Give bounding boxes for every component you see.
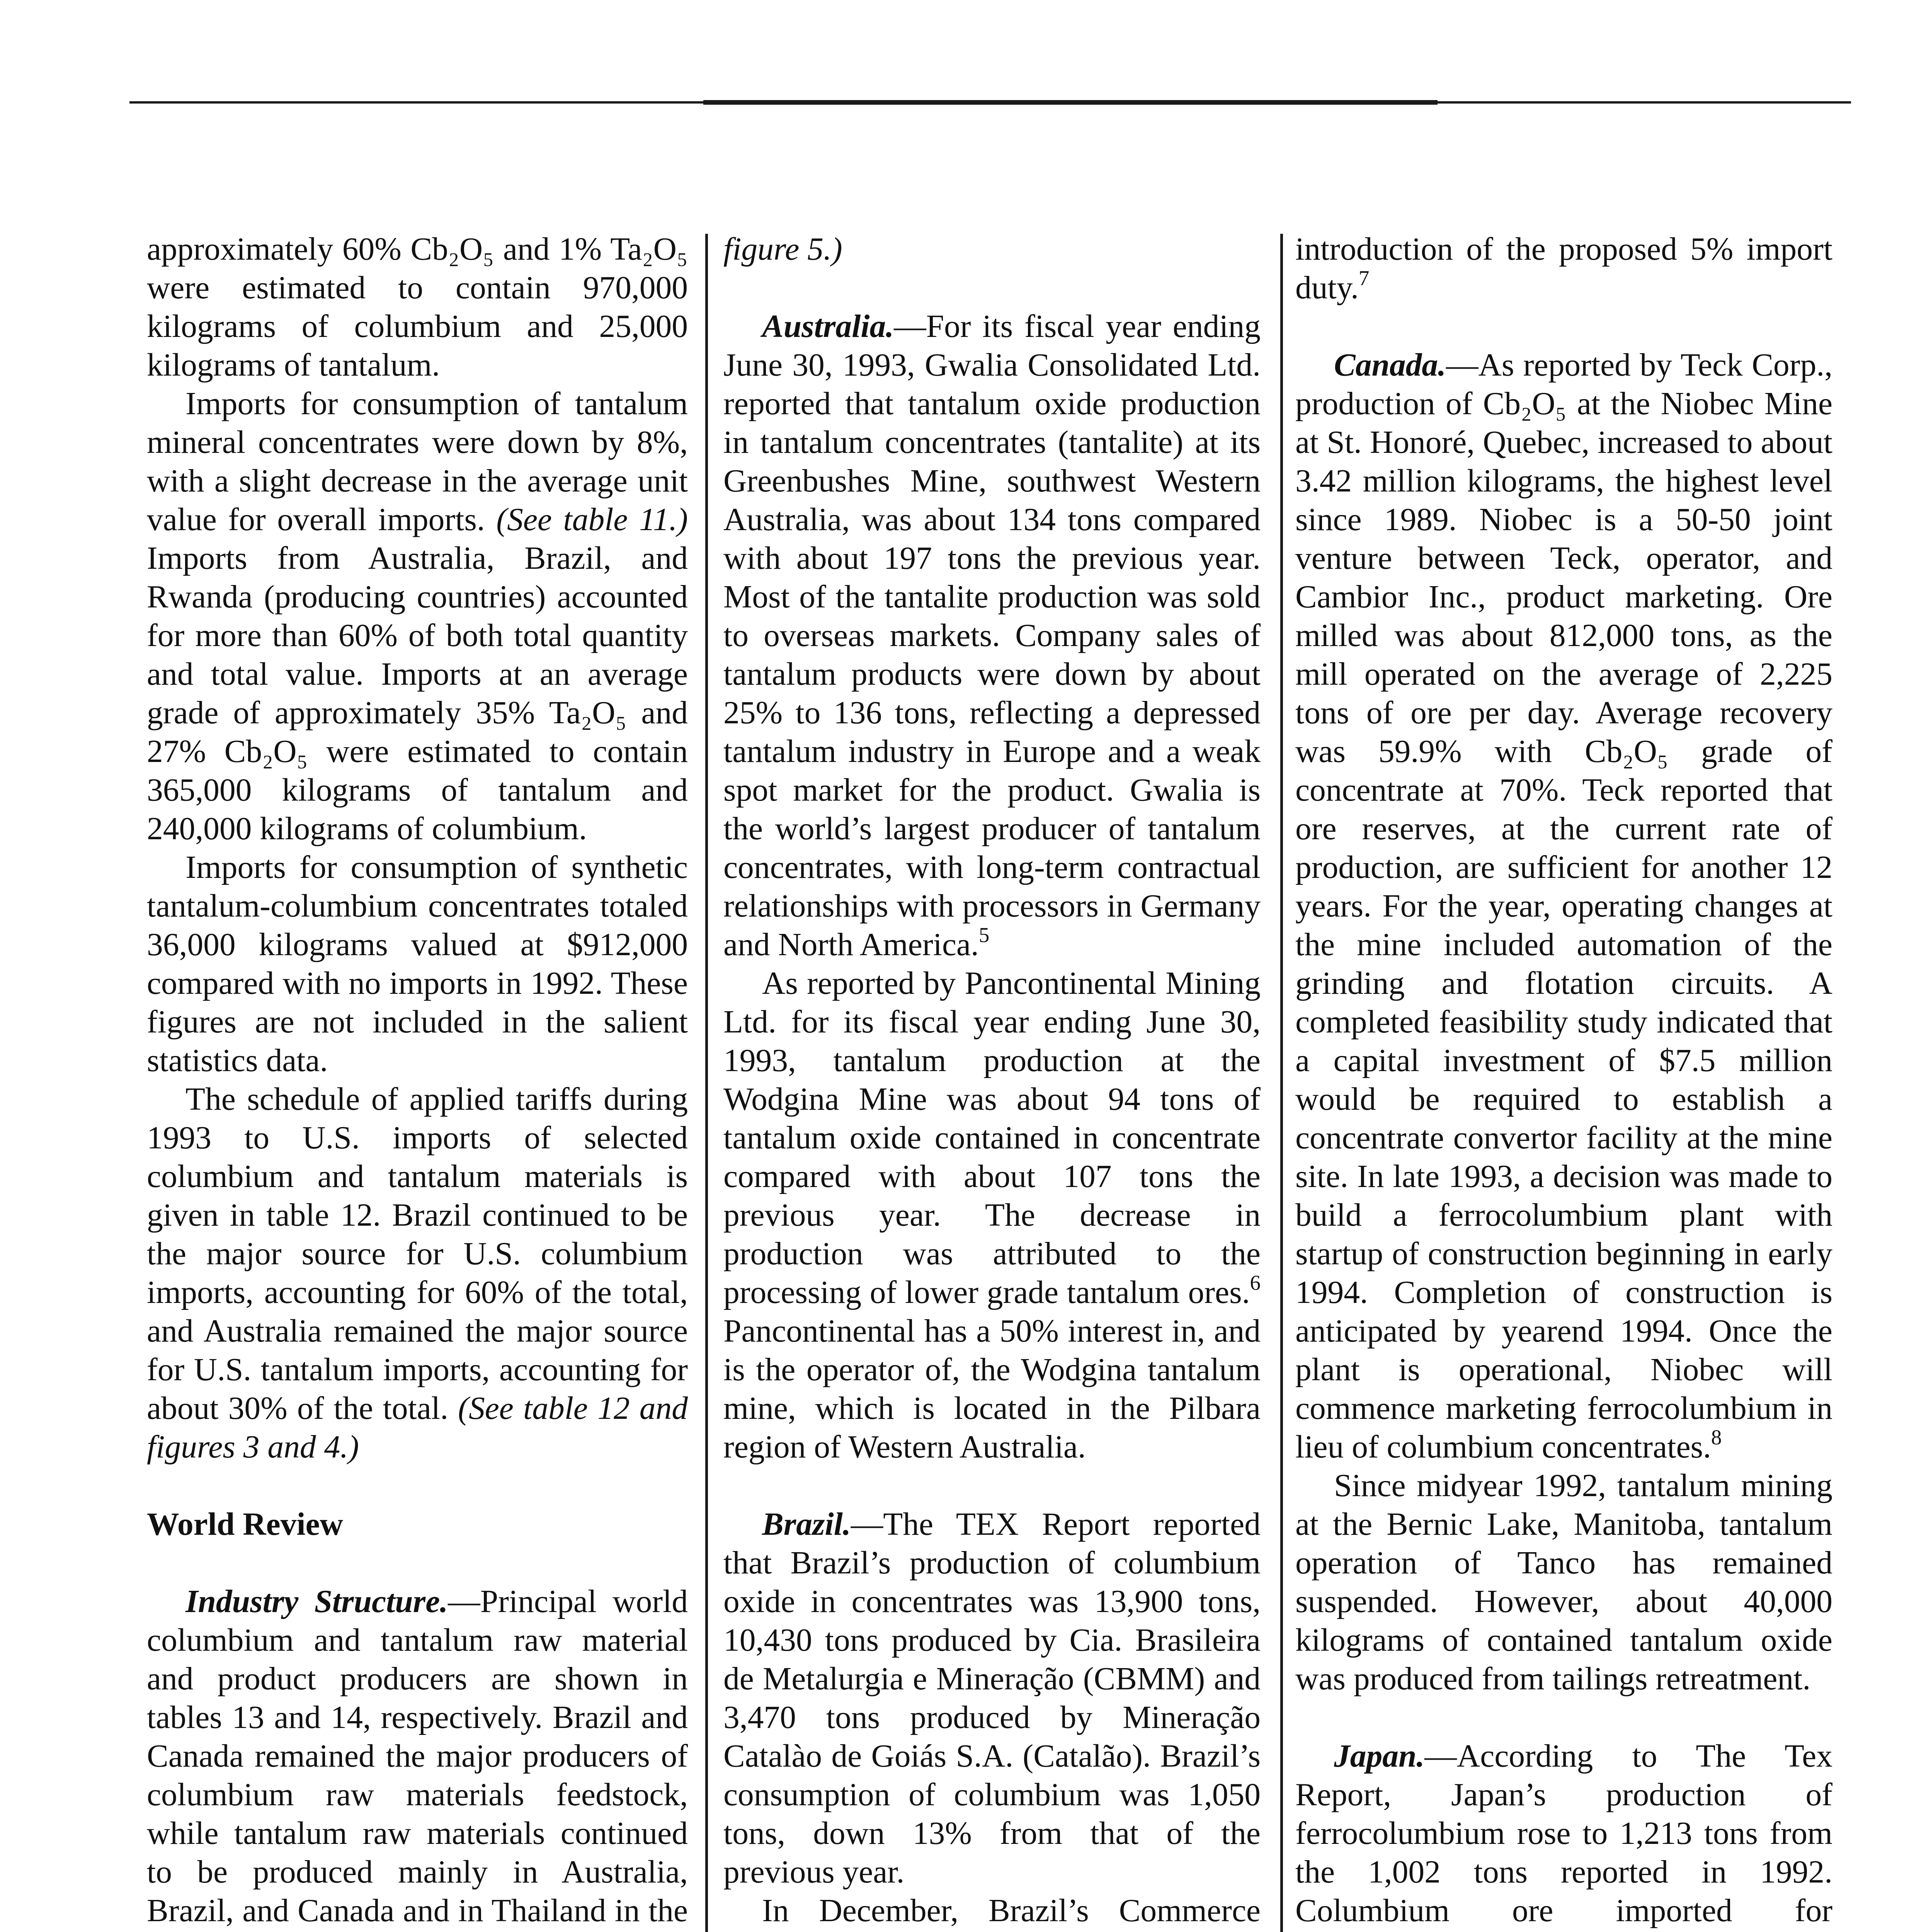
paragraph: Industry Structure.—Principal world columbium and tantalum raw material and product producers are shown in tables 13 and 14, respectively. Brazil and Canada remained the major producers of columbium raw materials feedstock, while tantalum raw materials continued to be produced mainly in Australia, Brazil, and Canada and in Thailand in the bbox=[147, 1584, 688, 1929]
paragraph: In December, Brazil’s Commerce bbox=[762, 1893, 1261, 1929]
paragraph: Canada.—As reported by Teck Corp., production of Cb₂O₅ at the Niobec Mine at St. Honoré, Quebec, increased to about 3.42 million kilograms, the highest level since 1989. Niobec is a 50-50 joint venture between Teck, operator, and Cambior Inc., product marketing. Ore milled was about 812,000 tons, as the mill operated on the average of 2,225 tons of ore per day. Average recovery was 59.9% with Cb₂O₅ grade of concentrate at 70%. Teck reported that ore reserves, at the current rate of production, are sufficient for another 12 years. For the year, operating changes at the mine included automation of the grinding and flotation circuits. A completed feasibility study indicated that a capital investment of $7.5 million would be required to establish a concentrate convertor facility at the mine site. In late 1993, a decision was made to build a ferrocolumbium plant with startup of construction beginning in early 1994. Completion of construction is anticipated by yearend 1994. Once the plant is operational, Niobec will commence marketing ferrocolumbium in lieu of columbium concentrates.$^8$ bbox=[1295, 347, 1832, 1465]
column-2 bbox=[723, 230, 1261, 1932]
paragraph bbox=[723, 230, 1261, 269]
header-rule-thick bbox=[703, 100, 1438, 105]
section-heading: World Review bbox=[147, 1507, 343, 1542]
column-divider-2 bbox=[1280, 234, 1283, 1932]
table-reference: figure 5.) bbox=[723, 231, 842, 267]
paragraph: Imports for consumption of synthetic tantalum-columbium concentrates totaled 36,000 kilograms valued at $912,000 compared with no imports in 1992. These figures are not included in the salient statistics data. bbox=[147, 850, 688, 1078]
paragraph: Japan.—According to The Tex Report, Japan’s production of ferrocolumbium rose to 1,213 tons from the 1,002 tons reported in 1992. Columbium ore imported for bbox=[1295, 1738, 1832, 1929]
paragraph: approximately 60% Cb₂O₅ and 1% Ta₂O₅ were estimated to contain 970,000 kilograms of columbium and 25,000 kilograms of tantalum. bbox=[147, 231, 688, 383]
paragraph: introduction of the proposed 5% import duty.$^7$ bbox=[1295, 231, 1832, 306]
footnote-marker: 5 bbox=[978, 923, 990, 947]
paragraph: Brazil.—The TEX Report reported that Brazil’s production of columbium oxide in concentrates was 13,900 tons, 10,430 tons produced by Cia. Brasileira de Metalurgia e Mineração (CBMM) and 3,470 tons produced by Mineração Catalào de Goiás S.A. (Catalão). Brazil’s consumption of columbium was 1,050 tons, down 13% from that of the previous year. bbox=[723, 1507, 1261, 1890]
subsection-lead: Japan. bbox=[1334, 1738, 1425, 1774]
footnote-marker: 6 bbox=[1250, 1271, 1261, 1294]
footnote-marker: 8 bbox=[1711, 1425, 1722, 1449]
table-reference: (See table 11.) bbox=[496, 502, 688, 537]
paragraph: Imports for consumption of tantalum mineral concentrates were down by 8%, with a slight decrease in the average unit value for overall imports. (See table 11.) Imports from Australia, Brazil, and Rwanda (producing countries) accounted for more than 60% of both total quantity and total value. Imports at an average grade of approximately 35% Ta₂O₅ and 27% Cb₂O₅ were estimated to contain 365,000 kilograms of tantalum and 240,000 kilograms of columbium. bbox=[147, 386, 688, 847]
subsection-lead: Brazil. bbox=[762, 1507, 851, 1542]
subsection-lead: Industry Structure. bbox=[185, 1584, 448, 1619]
column-3 bbox=[1295, 230, 1832, 1932]
column-1 bbox=[147, 230, 688, 1932]
subsection-lead: Canada. bbox=[1334, 347, 1446, 383]
footnote-marker: 7 bbox=[1358, 266, 1370, 290]
subsection-lead: Australia. bbox=[762, 309, 894, 344]
column-divider-1 bbox=[705, 234, 708, 1932]
paragraph: Since midyear 1992, tantalum mining at the Bernic Lake, Manitoba, tantalum operation of Tanco has remained suspended. However, about 40,000 kilograms of contained tantalum oxide was produced from tailings retreatment. bbox=[1295, 1468, 1832, 1697]
table-reference: (See table 12 and figures 3 and 4.) bbox=[147, 1391, 688, 1465]
paragraph: As reported by Pancontinental Mining Ltd. for its fiscal year ending June 30, 1993, tantalum production at the Wodgina Mine was about 94 tons of tantalum oxide contained in concentrate compared with about 107 tons the previous year. The decrease in production was attributed to the processing of lower grade tantalum ores.$^6$ Pancontinental has a 50% interest in, and is the operator of, the Wodgina tantalum mine, which is located in the Pilbara region of Western Australia. bbox=[723, 966, 1261, 1465]
paragraph: The schedule of applied tariffs during 1993 to U.S. imports of selected columbium and tantalum materials is given in table 12. Brazil continued to be the major source for U.S. columbium imports, accounting for 60% of the total, and Australia remained the major source for U.S. tantalum imports, accounting for about 30% of the total. (See table 12 and figures 3 and 4.) bbox=[147, 1082, 688, 1465]
paragraph: Australia.—For its fiscal year ending June 30, 1993, Gwalia Consolidated Ltd. reported that tantalum oxide production in tantalum concentrates (tantalite) at its Greenbushes Mine, southwest Western Australia, was about 134 tons compared with about 197 tons the previous year. Most of the tantalite production was sold to overseas markets. Company sales of tantalum products were down by about 25% to 136 tons, reflecting a depressed tantalum industry in Europe and a weak spot market for the product. Gwalia is the world’s largest producer of tantalum concentrates, with long-term contractual relationships with processors in Germany and North America.$^5$ bbox=[723, 309, 1261, 963]
